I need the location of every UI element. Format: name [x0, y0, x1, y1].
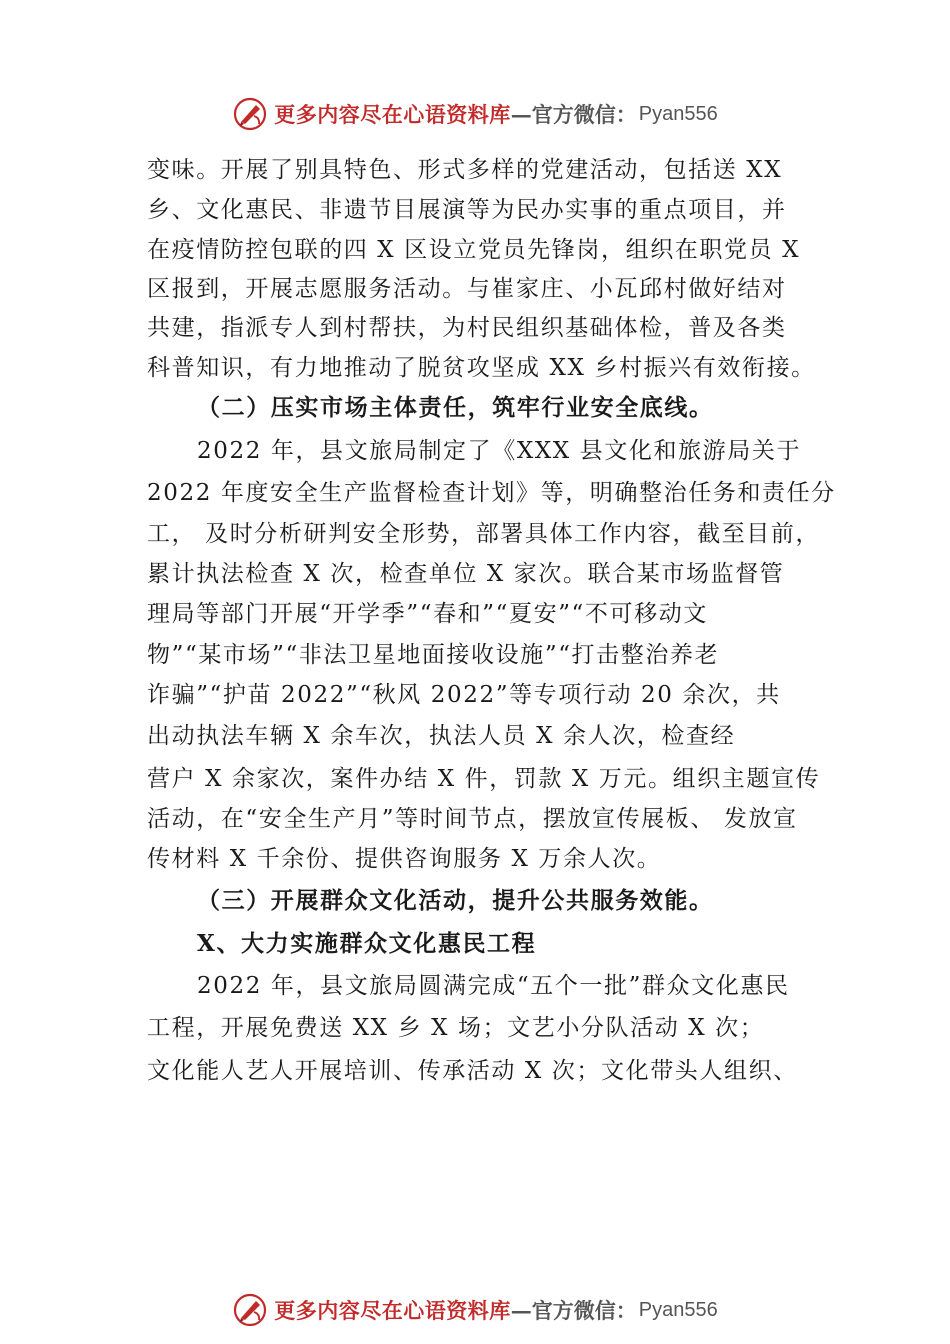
section-heading: （二）压实市场主体责任，筑牢行业安全底线。	[197, 394, 714, 421]
watermark-wechat-id: Pyan556	[638, 102, 718, 125]
watermark-dash: —	[510, 101, 532, 127]
paragraph-line: 文化能人艺人开展培训、传承活动 X 次；文化带头人组织、	[147, 1058, 798, 1084]
paragraph-line: 传材料 X 千余份、提供咨询服务 X 万余人次。	[147, 846, 662, 872]
paragraph-line: 变味。开展了别具特色、形式多样的党建活动，包括送 XX	[147, 157, 783, 183]
watermark-dash: —	[510, 1297, 532, 1323]
section-heading: （三）开展群众文化活动，提升公共服务效能。	[197, 887, 714, 914]
paragraph-line: 工， 及时分析研判安全形势，部署具体工作内容，截至目前，	[147, 521, 821, 547]
paragraph-line: 活动，在“安全生产月”等时间节点，摆放宣传展板、 发放宣	[147, 806, 798, 832]
pen-logo-icon	[232, 96, 268, 132]
watermark-label: 官方微信：	[531, 102, 637, 127]
paragraph-line: 2022 年度安全生产监督检查计划》等，明确整治任务和责任分	[147, 480, 836, 506]
paragraph-line: 累计执法检查 X 次，检查单位 X 家次。联合某市场监督管	[147, 561, 785, 587]
watermark-wechat-id: Pyan556	[638, 1298, 718, 1321]
paragraph-line: 共建，指派专人到村帮扶，为村民组织基础体检，普及各类	[147, 315, 787, 341]
paragraph-line: 出动执法车辆 X 余车次，执法人员 X 余人次，检查经	[147, 723, 736, 749]
footer-watermark	[0, 1290, 950, 1330]
paragraph-line: 理局等部门开展“开学季”“春和”“夏安”“不可移动文	[147, 601, 708, 627]
paragraph-line: 乡、文化惠民、非遗节目展演等为民办实事的重点项目，并	[147, 197, 787, 223]
watermark-site-text: 更多内容尽在心语资料库	[274, 102, 511, 127]
paragraph-line: 营户 X 余家次，案件办结 X 件，罚款 X 万元。组织主题宣传	[147, 766, 821, 792]
paragraph-line: 物”“某市场”“非法卫星地面接收设施”“打击整治养老	[147, 642, 720, 668]
paragraph-line: 工程，开展免费送 XX 乡 X 场；文艺小分队活动 X 次；	[147, 1015, 765, 1041]
paragraph-line: 诈骗”“护苗 2022”“秋风 2022”等专项行动 20 余次，共	[147, 682, 781, 708]
paragraph-line: 区报到，开展志愿服务活动。与崔家庄、小瓦邱村做好结对	[147, 276, 787, 302]
pen-logo-icon	[232, 1292, 268, 1328]
paragraph-line: 2022 年，县文旅局制定了《XXX 县文化和旅游局关于	[197, 438, 802, 464]
subsection-heading: X、大力实施群众文化惠民工程	[197, 930, 537, 957]
header-watermark	[0, 94, 950, 134]
watermark-label: 官方微信：	[531, 1298, 637, 1323]
watermark-site-text: 更多内容尽在心语资料库	[274, 1298, 511, 1323]
paragraph-line: 科普知识，有力地推动了脱贫攻坚成 XX 乡村振兴有效衔接。	[147, 355, 816, 381]
paragraph-line: 在疫情防控包联的四 X 区设立党员先锋岗，组织在职党员 X	[147, 237, 801, 263]
paragraph-line: 2022 年，县文旅局圆满完成“五个一批”群众文化惠民	[197, 973, 790, 999]
